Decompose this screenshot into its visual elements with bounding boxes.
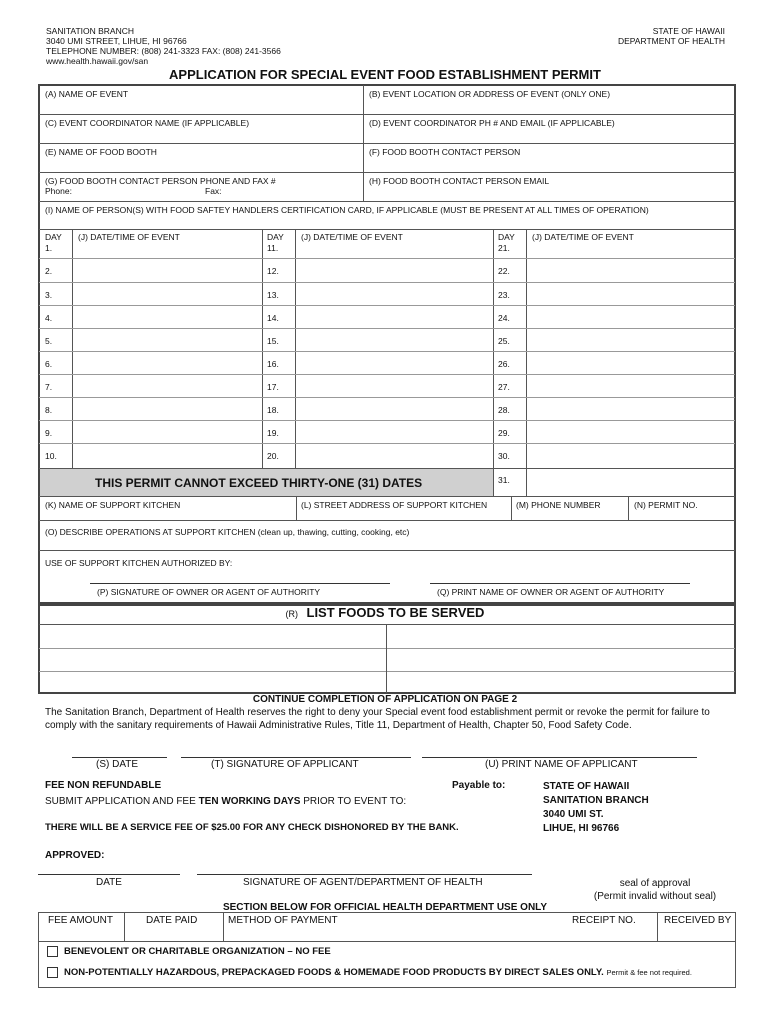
received-by-label: RECEIVED BY [664, 915, 732, 926]
field-n-label: (N) PERMIT NO. [634, 500, 698, 510]
day-14: 14. [267, 313, 279, 323]
day-9: 9. [45, 428, 53, 438]
state-name: STATE OF HAWAII [652, 26, 725, 36]
date-limit-warning: THIS PERMIT CANNOT EXCEED THIRTY-ONE (31) DATES [95, 476, 423, 490]
foods-title: LIST FOODS TO BE SERVED [306, 605, 485, 620]
day-col2-header: DAY [267, 232, 284, 242]
seal-note: (Permit invalid without seal) [593, 891, 717, 902]
department-header [618, 26, 725, 46]
day-2: 2. [45, 266, 53, 276]
field-r-prefix: (R) [285, 609, 299, 619]
approval-date-label: DATE [96, 877, 122, 888]
non-hazardous-option[interactable] [47, 967, 692, 978]
day-15: 15. [267, 336, 279, 346]
payable-line-3: 3040 UMI ST. [543, 809, 604, 820]
day-29: 29. [498, 428, 510, 438]
benevolent-checkbox[interactable] [47, 946, 58, 957]
department-name: DEPARTMENT OF HEALTH [617, 36, 725, 46]
payable-address [543, 780, 649, 836]
field-f-label: (F) FOOD BOOTH CONTACT PERSON [369, 147, 521, 157]
field-g-phone-label: Phone: [45, 186, 72, 196]
branch-phone: TELEPHONE NUMBER: (808) 241-3323 FAX: (808) 241-3566 [46, 46, 281, 56]
non-hazardous-label: NON-POTENTIALLY HAZARDOUS, PREPACKAGED FOODS & HOMEMADE FOOD PRODUCTS BY DIRECT SALES ONLY. [64, 967, 604, 979]
day-26: 26. [498, 359, 510, 369]
field-h-label: (H) FOOD BOOTH CONTACT PERSON EMAIL [369, 176, 550, 186]
branch-name: SANITATION BRANCH [46, 26, 134, 36]
field-s-label: (S) DATE [96, 759, 139, 770]
agent-signature-label: SIGNATURE OF AGENT/DEPARTMENT OF HEALTH [243, 877, 483, 888]
day-8: 8. [45, 405, 53, 415]
payable-line-4: LIHUE, HI 96766 [543, 823, 620, 834]
day-23: 23. [498, 290, 510, 300]
field-d-label: (D) EVENT COORDINATOR PH # AND EMAIL (IF APPLICABLE) [369, 118, 615, 128]
day-31: 31. [498, 475, 510, 485]
day-20: 20. [267, 451, 279, 461]
day-4: 4. [45, 313, 53, 323]
field-e-label: (E) NAME OF FOOD BOOTH [45, 147, 157, 157]
field-t-label: (T) SIGNATURE OF APPLICANT [211, 759, 359, 770]
day-5: 5. [45, 336, 53, 346]
field-p-label: (P) SIGNATURE OF OWNER OR AGENT OF AUTHORITY [97, 587, 321, 597]
day-25: 25. [498, 336, 510, 346]
day-16: 16. [267, 359, 279, 369]
day-28: 28. [498, 405, 510, 415]
field-m-label: (M) PHONE NUMBER [516, 500, 601, 510]
day-12: 12. [267, 266, 279, 276]
field-o-label: (O) DESCRIBE OPERATIONS AT SUPPORT KITCHEN (clean up, thawing, cutting, cooking, etc) [45, 527, 410, 537]
field-a-label: (A) NAME OF EVENT [45, 89, 129, 99]
day-22: 22. [498, 266, 510, 276]
day-col3-header: DAY [498, 232, 515, 242]
payment-method-label: METHOD OF PAYMENT [228, 915, 338, 926]
form-title: APPLICATION FOR SPECIAL EVENT FOOD ESTABLISHMENT PERMIT [169, 67, 601, 82]
day-13: 13. [267, 290, 279, 300]
field-u-label: (U) PRINT NAME OF APPLICANT [485, 759, 638, 770]
day-27: 27. [498, 382, 510, 392]
foods-heading [0, 604, 770, 622]
day-1: 1. [45, 243, 53, 253]
day-17: 17. [267, 382, 279, 392]
non-hazardous-checkbox[interactable] [47, 967, 58, 978]
day-18: 18. [267, 405, 279, 415]
fee-amount-label: FEE AMOUNT [48, 915, 114, 926]
approved-label: APPROVED: [45, 850, 105, 861]
branch-address [46, 26, 281, 66]
day-30: 30. [498, 451, 510, 461]
continue-note: CONTINUE COMPLETION OF APPLICATION ON PAGE 2 [252, 694, 518, 705]
official-use-heading: SECTION BELOW FOR OFFICIAL HEALTH DEPARTMENT USE ONLY [222, 902, 548, 913]
field-q-label: (Q) PRINT NAME OF OWNER OR AGENT OF AUTHORITY [437, 587, 665, 597]
payable-line-1: STATE OF HAWAII [543, 781, 630, 792]
submit-instructions: SUBMIT APPLICATION AND FEE TEN WORKING DAYS PRIOR TO EVENT TO: [45, 796, 407, 807]
day-19: 19. [267, 428, 279, 438]
benevolent-label: BENEVOLENT OR CHARITABLE ORGANIZATION – NO FEE [64, 946, 331, 958]
date-col1-header: (J) DATE/TIME OF EVENT [78, 232, 180, 242]
day-7: 7. [45, 382, 53, 392]
date-paid-label: DATE PAID [146, 915, 198, 926]
field-b-label: (B) EVENT LOCATION OR ADDRESS OF EVENT (ONLY ONE) [369, 89, 611, 99]
field-i-label: (I) NAME OF PERSON(S) WITH FOOD SAFTEY HANDLERS CERTIFICATION CARD, IF APPLICABLE (MUST BE PRESENT AT ALL TIMES OF OPERATION) [45, 205, 649, 215]
receipt-number-label: RECEIPT NO. [572, 915, 636, 926]
day-3: 3. [45, 290, 53, 300]
branch-website: www.health.hawaii.gov/san [46, 56, 149, 66]
day-10: 10. [45, 451, 57, 461]
field-g-fax-label: Fax: [205, 186, 222, 196]
day-col1-header: DAY [45, 232, 62, 242]
field-g-label: (G) FOOD BOOTH CONTACT PERSON PHONE AND FAX # [45, 176, 276, 186]
seal-area [560, 877, 750, 903]
day-6: 6. [45, 359, 53, 369]
benevolent-option[interactable] [47, 946, 331, 957]
field-k-label: (K) NAME OF SUPPORT KITCHEN [45, 500, 181, 510]
fee-nonrefundable: FEE NON REFUNDABLE [45, 780, 162, 791]
day-24: 24. [498, 313, 510, 323]
day-11: 11. [267, 243, 279, 253]
service-fee-note: THERE WILL BE A SERVICE FEE OF $25.00 FOR ANY CHECK DISHONORED BY THE BANK. [45, 822, 459, 833]
day-21: 21. [498, 243, 510, 253]
non-hazardous-note: Permit & fee not required. [606, 968, 692, 978]
date-col2-header: (J) DATE/TIME OF EVENT [301, 232, 403, 242]
field-l-label: (L) STREET ADDRESS OF SUPPORT KITCHEN [301, 500, 488, 510]
field-c-label: (C) EVENT COORDINATOR NAME (IF APPLICABLE) [45, 118, 250, 128]
payable-to-label: Payable to: [452, 780, 506, 791]
branch-street: 3040 UMI STREET, LIHUE, HI 96766 [46, 36, 187, 46]
date-col3-header: (J) DATE/TIME OF EVENT [532, 232, 634, 242]
kitchen-authorized-label: USE OF SUPPORT KITCHEN AUTHORIZED BY: [45, 558, 233, 568]
seal-label: seal of approval [619, 878, 691, 889]
notice-paragraph: The Sanitation Branch, Department of Health reserves the right to deny your Special event food establishment permit or revoke the permit for failure to comply with the sanitary requirements of Hawaii Administrative Rules, Title 11, Department of Health, Chapter 50, Food Safety Code. [45, 707, 710, 731]
date-limit-banner [40, 469, 493, 496]
payable-line-2: SANITATION BRANCH [543, 795, 649, 806]
